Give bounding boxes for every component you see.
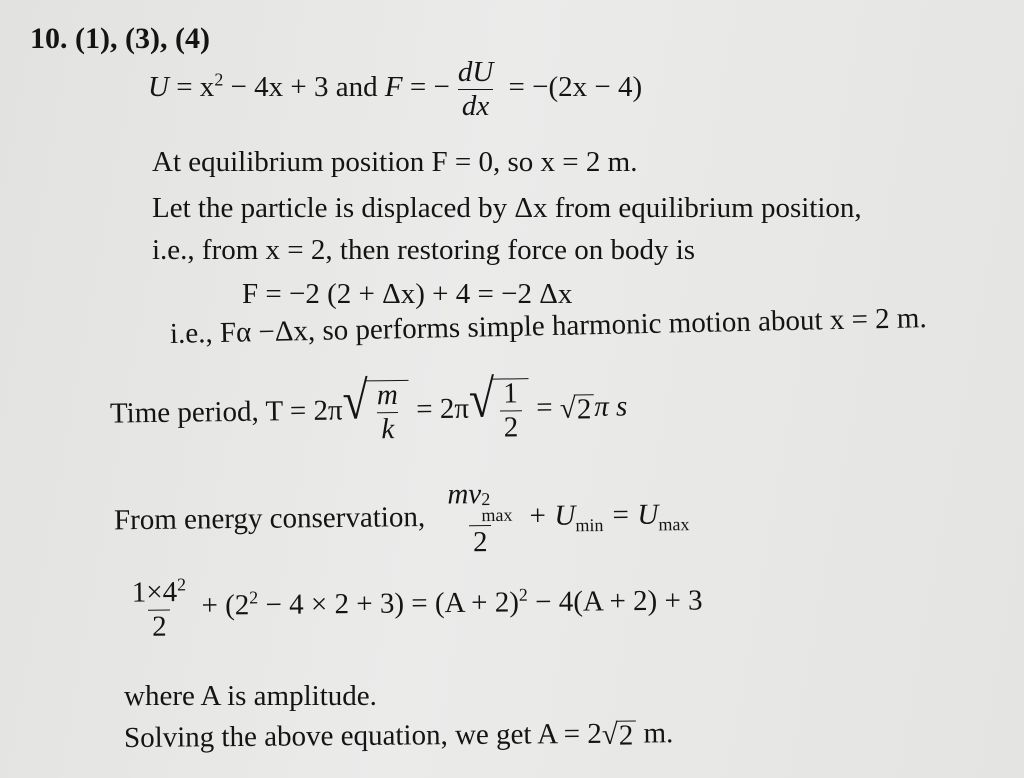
- kinetic-energy-fraction: mv 2 max 2: [447, 478, 513, 559]
- displacement-line: Let the particle is displaced by Δx from equilibrium position,: [152, 192, 862, 224]
- equilibrium-line: At equilibrium position F = 0, so x = 2 m.: [152, 146, 638, 178]
- amplitude-definition: where A is amplitude.: [124, 680, 377, 712]
- potential-force-equation: $U = x^2 - 4x + 3$ and F = − $\frac{dU}{dx}$ = −(2x − 4): [148, 56, 643, 122]
- sqrt-two: √ 2: [560, 394, 595, 424]
- sqrt-one-half: √ $\frac{1}{2}$: [469, 378, 530, 443]
- sqrt-two-result: √ 2: [602, 721, 637, 751]
- energy-conservation-equation: From energy conservation, mv 2 max 2 + $U_{min} = U_{max}$: [113, 478, 690, 559]
- numeric-ke-fraction: $\frac{1\times 4^2}{2}$: [131, 574, 187, 643]
- du-dx-fraction: $\frac{dU}{dx}$: [457, 56, 494, 122]
- amplitude-result: Solving the above equation, we get A = 2 √ 2 m.: [123, 717, 674, 754]
- restoring-force-intro: i.e., from x = 2, then restoring force on body is: [152, 234, 696, 266]
- restoring-force-equation: F = −2 (2 + Δx) + 4 = −2 Δx: [242, 278, 573, 310]
- amplitude-equation: $\frac{1\times 4^2}{2}$ + $(2^2 - 4 \times 2 + 3) = (A + 2)^2 - 4(A + 2) + 3$: [124, 570, 703, 642]
- shm-conclusion: i.e., Fα −Δx, so performs simple harmonic motion about x = 2 m.: [169, 302, 928, 350]
- time-period-equation: Time period, T = 2π √ $\frac{m}{k}$ = 2π √ $\frac{1}{2}$ = √ 2 π s: [109, 370, 628, 446]
- answer-number: 10. (1), (3), (4): [30, 22, 210, 55]
- sqrt-m-over-k: √ $\frac{m}{k}$: [342, 380, 409, 445]
